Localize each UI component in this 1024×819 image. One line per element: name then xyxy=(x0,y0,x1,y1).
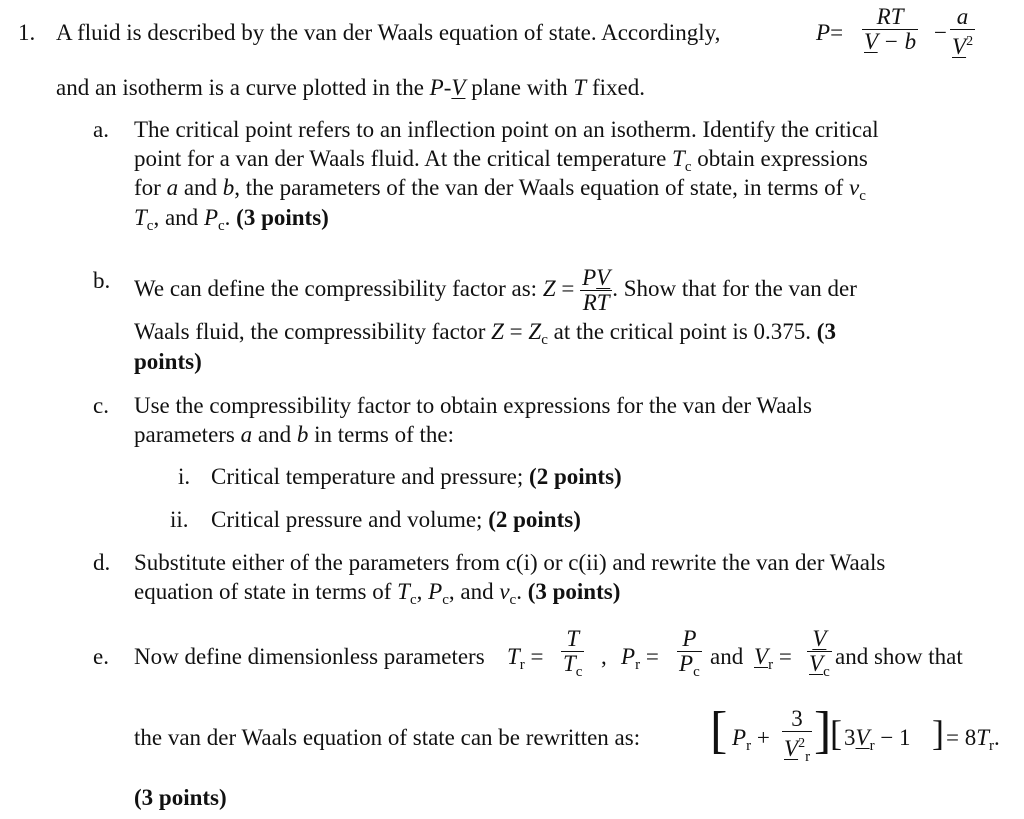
e-Tc-sub: c xyxy=(575,664,583,680)
part-a-letter: a. xyxy=(93,117,109,142)
e-eq-rhs: = 8 xyxy=(946,725,977,750)
e-Pr: P xyxy=(621,644,636,669)
fraction-PV-RT xyxy=(580,266,612,315)
part-d-letter: d. xyxy=(93,550,111,575)
a-l3-a: a xyxy=(166,175,179,200)
e-Tn: T xyxy=(566,626,580,651)
b-den: RT xyxy=(582,290,610,315)
e-Tc: T xyxy=(563,651,576,676)
eq-num2: a xyxy=(956,4,969,29)
part-c-line2 xyxy=(134,420,454,450)
e-eq-three: 3 xyxy=(782,707,812,732)
fraction-3-V2 xyxy=(782,707,812,769)
b-l2-sub: c xyxy=(541,332,548,348)
a-l4-end: . xyxy=(224,205,231,230)
a-l2-post: obtain expressions xyxy=(691,146,868,171)
part-c-ii-text xyxy=(211,505,581,535)
b-l1-pre: We can define the compressibility factor as: xyxy=(134,276,543,301)
question-number: 1. xyxy=(18,20,36,45)
a-l4-sub1: c xyxy=(146,218,154,234)
d-end: . xyxy=(516,579,522,604)
line2-pre: and an isotherm is a curve plotted in the xyxy=(56,75,430,100)
e-eq-P: P xyxy=(732,725,747,750)
eq-den1-rest: − b xyxy=(877,29,917,54)
b-num-P: P xyxy=(582,265,597,290)
a-l4-sub2: c xyxy=(218,218,225,234)
d-P: P xyxy=(428,579,443,604)
c-l2-b: b xyxy=(296,422,309,447)
part-e-line1-text: Now define dimensionless parameters xyxy=(134,644,485,669)
e-Pc-sub: c xyxy=(693,664,700,680)
eq-den1-V: V xyxy=(864,29,878,54)
c-l2-pre: parameters xyxy=(134,422,241,447)
b-points-2: points) xyxy=(134,349,202,374)
eq-num1: RT xyxy=(876,4,904,29)
c-l2-and: and xyxy=(252,422,297,447)
question-intro: A fluid is described by the van der Waals equation of state. Accordingly, xyxy=(56,20,721,45)
d-sep1: , xyxy=(416,579,429,604)
e-l1-post: and show that xyxy=(835,644,963,669)
d-sub1: c xyxy=(409,592,417,608)
part-e-line2-text: the van der Waals equation of state can be rewritten as: xyxy=(134,725,641,750)
fraction-V-Vc xyxy=(807,627,832,684)
c-l2-post: in terms of the: xyxy=(308,422,454,447)
e-eq-minus-one: − 1 xyxy=(874,725,911,750)
d-sub3: c xyxy=(509,592,517,608)
part-d-line2 xyxy=(134,577,620,615)
part-c-line1: Use the compressibility factor to obtain expressions for the van der Waals xyxy=(134,393,812,418)
part-b-line2: Waals fluid, the compressibility factor $Z = Z_c$ at the critical point is 0.375. (3 xyxy=(134,319,836,348)
d-T: T xyxy=(397,579,410,604)
line2-dash: - xyxy=(443,75,452,100)
part-e-points xyxy=(134,783,227,813)
c-i-text: Critical temperature and pressure; xyxy=(211,464,524,489)
e-Tr-sub: r xyxy=(519,657,525,673)
line2-V: V xyxy=(451,75,466,100)
e-Pr-sub: r xyxy=(635,657,641,673)
d-sep2: , and xyxy=(448,579,500,604)
a-l4-mid: , and xyxy=(153,205,204,230)
c-l2-a: a xyxy=(240,422,253,447)
a-l3-b: b xyxy=(222,175,235,200)
a-l3-pre: for xyxy=(134,175,167,200)
line2-T: T xyxy=(573,75,587,100)
e-Tr: T xyxy=(507,644,520,669)
b-num-V: V xyxy=(596,265,611,290)
a-l4-T: T xyxy=(134,205,147,230)
d-sub2: c xyxy=(442,592,449,608)
eq-P: P xyxy=(816,20,831,45)
b-Z: Z xyxy=(542,276,556,301)
part-d-line1: Substitute either of the parameters from c(i) or c(ii) and rewrite the van der Waals xyxy=(134,550,886,575)
part-c-letter: c. xyxy=(93,393,109,418)
d-v: v xyxy=(499,579,510,604)
e-eq-V2-sub: r xyxy=(869,738,875,754)
line2-P: P xyxy=(429,75,444,100)
question-intro-line2 xyxy=(56,73,645,103)
e-eq-rhs-T: T xyxy=(976,725,990,750)
part-c-i-label: i. xyxy=(178,464,191,489)
d-l2-pre: equation of state in terms of xyxy=(134,579,398,604)
part-a-line4 xyxy=(134,203,329,241)
e-comma: , xyxy=(601,644,607,669)
a-l3-sub: c xyxy=(859,188,866,204)
e-Vr-sub: r xyxy=(768,657,774,673)
fraction-RT xyxy=(862,5,918,54)
e-eq-end: . xyxy=(994,725,1000,750)
eq-den2-V: V xyxy=(952,34,967,59)
b-l2-Zc: Z xyxy=(528,319,542,344)
c-i-points: (2 points) xyxy=(529,464,622,489)
part-e-letter: e. xyxy=(93,644,109,669)
c-ii-points: (2 points) xyxy=(488,507,581,532)
part-b-line3 xyxy=(134,347,202,377)
e-Vc: V xyxy=(809,651,824,676)
line2-post: fixed. xyxy=(586,75,645,100)
b-l2-pre: Waals fluid, the compressibility factor xyxy=(134,319,492,344)
e-Vr: V xyxy=(754,644,769,669)
part-b-line1: We can define the compressibility factor as: Z = $\frac{PV}{RT}$ . Show that for the van der xyxy=(134,265,857,315)
e-Vn: V xyxy=(812,626,827,651)
e-Pn: P xyxy=(682,626,697,651)
fraction-T-Tc xyxy=(561,627,584,684)
a-l2-pre: point for a van der Waals fluid. At the critical temperature xyxy=(134,146,673,171)
a-l3-post: , the parameters of the van der Waals equation of state, in terms of xyxy=(234,175,849,200)
part-b-letter: b. xyxy=(93,268,111,293)
fraction-a xyxy=(950,5,975,59)
e-eq-V2: V xyxy=(855,725,870,750)
e-eq-V-sub: r xyxy=(805,749,811,765)
b-points-1: (3 xyxy=(816,319,836,344)
e-eq-P-sub: r xyxy=(746,738,752,754)
e-eq-two: 2 xyxy=(798,736,806,751)
e-Pc: P xyxy=(679,651,694,676)
eq-den2-exp: 2 xyxy=(966,34,974,49)
document-page: 1. A fluid is described by the van der Waals equation of state. Accordingly, P= $\frac{RT}{V - b}$ − $\frac{a}{V^2}$ and an isotherm is a curve plotted in the P-V plane with T fixed. a. The critical point refers to an inflection point on an isotherm. Identify the critical point for a van der Waals fluid. At the critical temperature $T_c$ obtain expressions for a and b, the parameters of the van der Waals equation of state, in terms of $v_c$ $T_c$, and $P_c$. (3 points) b. We can define the compressibility factor as: Z = $\frac{PV}{RT}$ . Show that for the van der Waals fluid, the compressibility factor $Z = Z_c$ at the critical point is 0.375. (3 points) c. Use the compressibility factor to obtain expressions for the van der Waals parameters a and b in terms of the: i. Critical temperature and pressure; (2 points) ii. Critical pressure and volume; (2 points) d. Substitute either of the parameters from c(i) or c(ii) and rewrite the van der Waals equation of state in terms of $T_c$, $P_c$, and $v_c$. (3 points) e. Now define dimensionless parameters $T_r$ = $\frac{T}{T_c}$ , $P_r$ = $\frac{P}{P_c}$ and $V_r$ = $\frac{V}{V_c}$ and show that the van der Waals equation of state can be rewritten as: [ $P_r$ + $\frac{3}{V^2_r}$ ] [ $3V_r - 1$ ] = $8T_r$. (3 points) xyxy=(0,0,1024,819)
a-l4-P: P xyxy=(203,205,218,230)
d-points: (3 points) xyxy=(527,579,621,604)
e-eq-rhs-sub: r xyxy=(989,738,995,754)
a-l2-sub: c xyxy=(684,159,692,175)
part-a-line1: The critical point refers to an inflection point on an isotherm. Identify the critical xyxy=(134,117,879,142)
e-eq-3: 3 xyxy=(844,725,856,750)
e-Vc-sub: c xyxy=(823,664,830,680)
c-ii-text: Critical pressure and volume; xyxy=(211,507,483,532)
e-points: (3 points) xyxy=(134,785,227,810)
e-and: and xyxy=(710,644,744,669)
a-l3-v: v xyxy=(848,175,860,200)
e-eq-V: V xyxy=(784,736,799,761)
b-l1-post: . Show that for the van der xyxy=(612,276,857,301)
b-l2-post: at the critical point is 0.375. xyxy=(547,319,812,344)
a-l2-T: T xyxy=(672,146,685,171)
line2-mid: plane with xyxy=(465,75,574,100)
a-points: (3 points) xyxy=(236,205,329,230)
b-l2-Z: Z xyxy=(491,319,504,344)
a-l3-and: and xyxy=(178,175,223,200)
fraction-P-Pc xyxy=(677,627,702,684)
part-c-i-text xyxy=(211,462,622,492)
part-c-ii-label: ii. xyxy=(170,507,189,532)
